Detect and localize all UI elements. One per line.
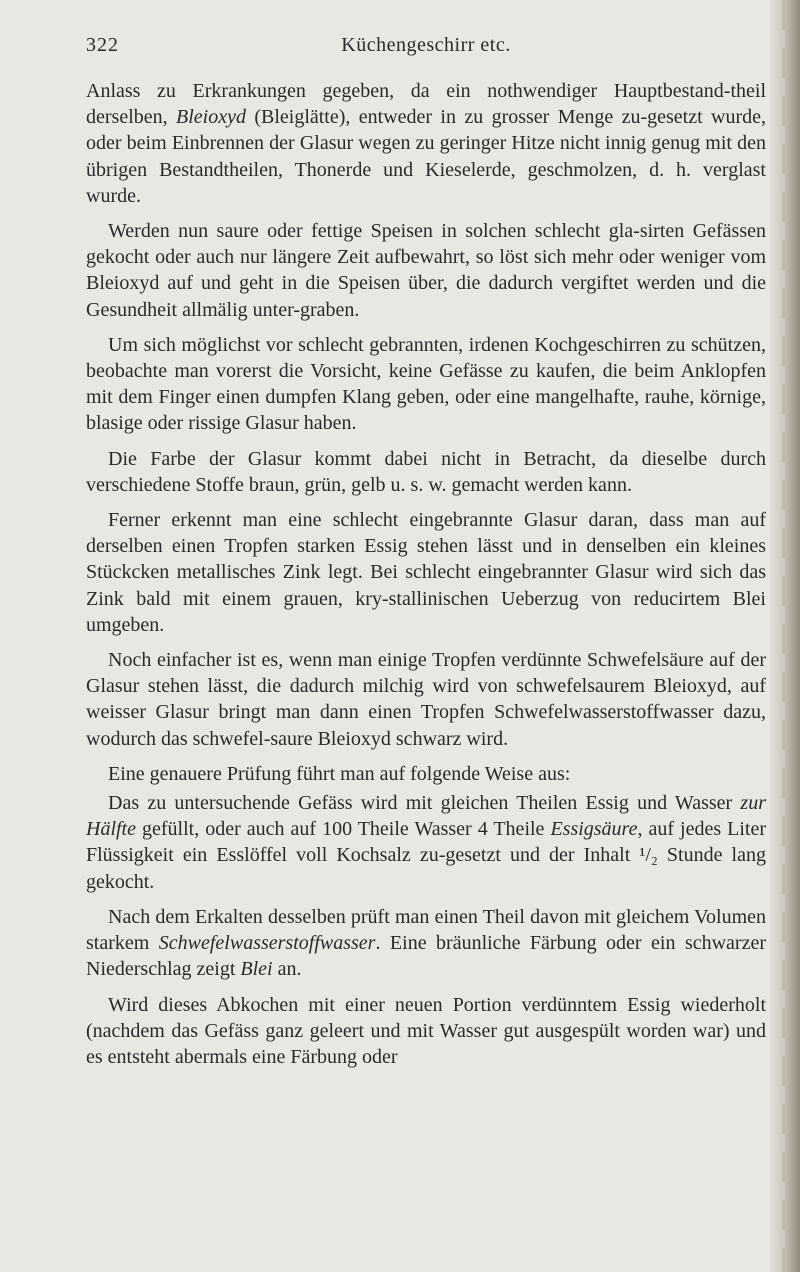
- paragraph: Werden nun saure oder fettige Speisen in solchen schlecht gla-sirten Gefässen gekocht oder auch nur längere Zeit aufbewahrt, so löst sich mehr oder weniger vom Bleioxyd auf und geht in die Speisen über, die dadurch vergiftet werden und die Gesundheit allmälig unter-graben.: [86, 220, 766, 321]
- paragraph: Eine genauere Prüfung führt man auf folgende Weise aus:: [108, 762, 571, 785]
- paragraph: Um sich möglichst vor schlecht gebrannten, irdenen Kochgeschirren zu schützen, beobachte man vorerst die Vorsicht, keine Gefässe zu kaufen, die beim Anklopfen mit dem Finger einen dumpfen Klang geben, oder eine mangelhafte, rauhe, körnige, blasige oder rissige Glasur haben.: [86, 333, 766, 435]
- paragraph: Nach dem Erkalten desselben prüft man einen Theil davon mit gleichem Volumen starkem Schwefelwasserstoffwasser. Eine bräunliche Färbung oder ein schwarzer Niederschlag zeigt Blei an.: [86, 905, 766, 981]
- paragraph: Wird dieses Abkochen mit einer neuen Portion verdünntem Essig wiederholt (nachdem das Gefäss ganz geleert und mit Wasser gut ausgespült worden war) und es entsteht abermals eine Färbung oder: [86, 993, 766, 1068]
- paragraph: Das zu untersuchende Gefäss wird mit gleichen Theilen Essig und Wasser zur Hälfte gefüllt, oder auch auf 100 Theile Wasser 4 Theile Essigsäure, auf jedes Liter Flüssigkeit ein Esslöffel voll Kochsalz zu-gesetzt und der Inhalt ¹/₂ Stunde lang gekocht.: [86, 792, 767, 893]
- paragraph: Noch einfacher ist es, wenn man einige Tropfen verdünnte Schwefelsäure auf der Glasur stehen lässt, die dadurch milchig wird von schwefelsaurem Bleioxyd, auf weisser Glasur bringt man dann einen Tropfen Schwefelwasserstoffwasser dazu, wodurch das schwefel-saure Bleioxyd schwarz wird.: [86, 649, 766, 750]
- running-title: Küchengeschirr etc.: [341, 34, 511, 56]
- paragraph: Anlass zu Erkrankungen gegeben, da ein nothwendiger Hauptbestand-theil derselben, Bleioxyd (Bleiglätte), entweder in zu grosser Menge zu-gesetzt wurde, oder beim Einbrennen der Glasur wegen zu geringer Hitze nicht innig genug mit den übrigen Bestandtheilen, Thonerde und Kieselerde, geschmolzen, d. h. verglast wurde.: [86, 80, 766, 207]
- paragraph: Ferner erkennt man eine schlecht eingebrannte Glasur daran, dass man auf derselben einen Tropfen starken Essig stehen lässt und in denselben ein kleines Stückcken metallisches Zink legt. Bei schlecht eingebrannter Glasur wird sich das Zink bald mit einem grauen, kry-stallinischen Ueberzug von reducirtem Blei umgeben.: [86, 509, 766, 636]
- page-edge-shadow: [770, 0, 800, 1272]
- page-number: 322: [86, 34, 119, 56]
- page-header: [86, 34, 766, 64]
- body-text: [86, 78, 766, 1079]
- paragraph: Die Farbe der Glasur kommt dabei nicht in Betracht, da dieselbe durch verschiedene Stoffe braun, grün, gelb u. s. w. gemacht werden kann.: [86, 447, 766, 496]
